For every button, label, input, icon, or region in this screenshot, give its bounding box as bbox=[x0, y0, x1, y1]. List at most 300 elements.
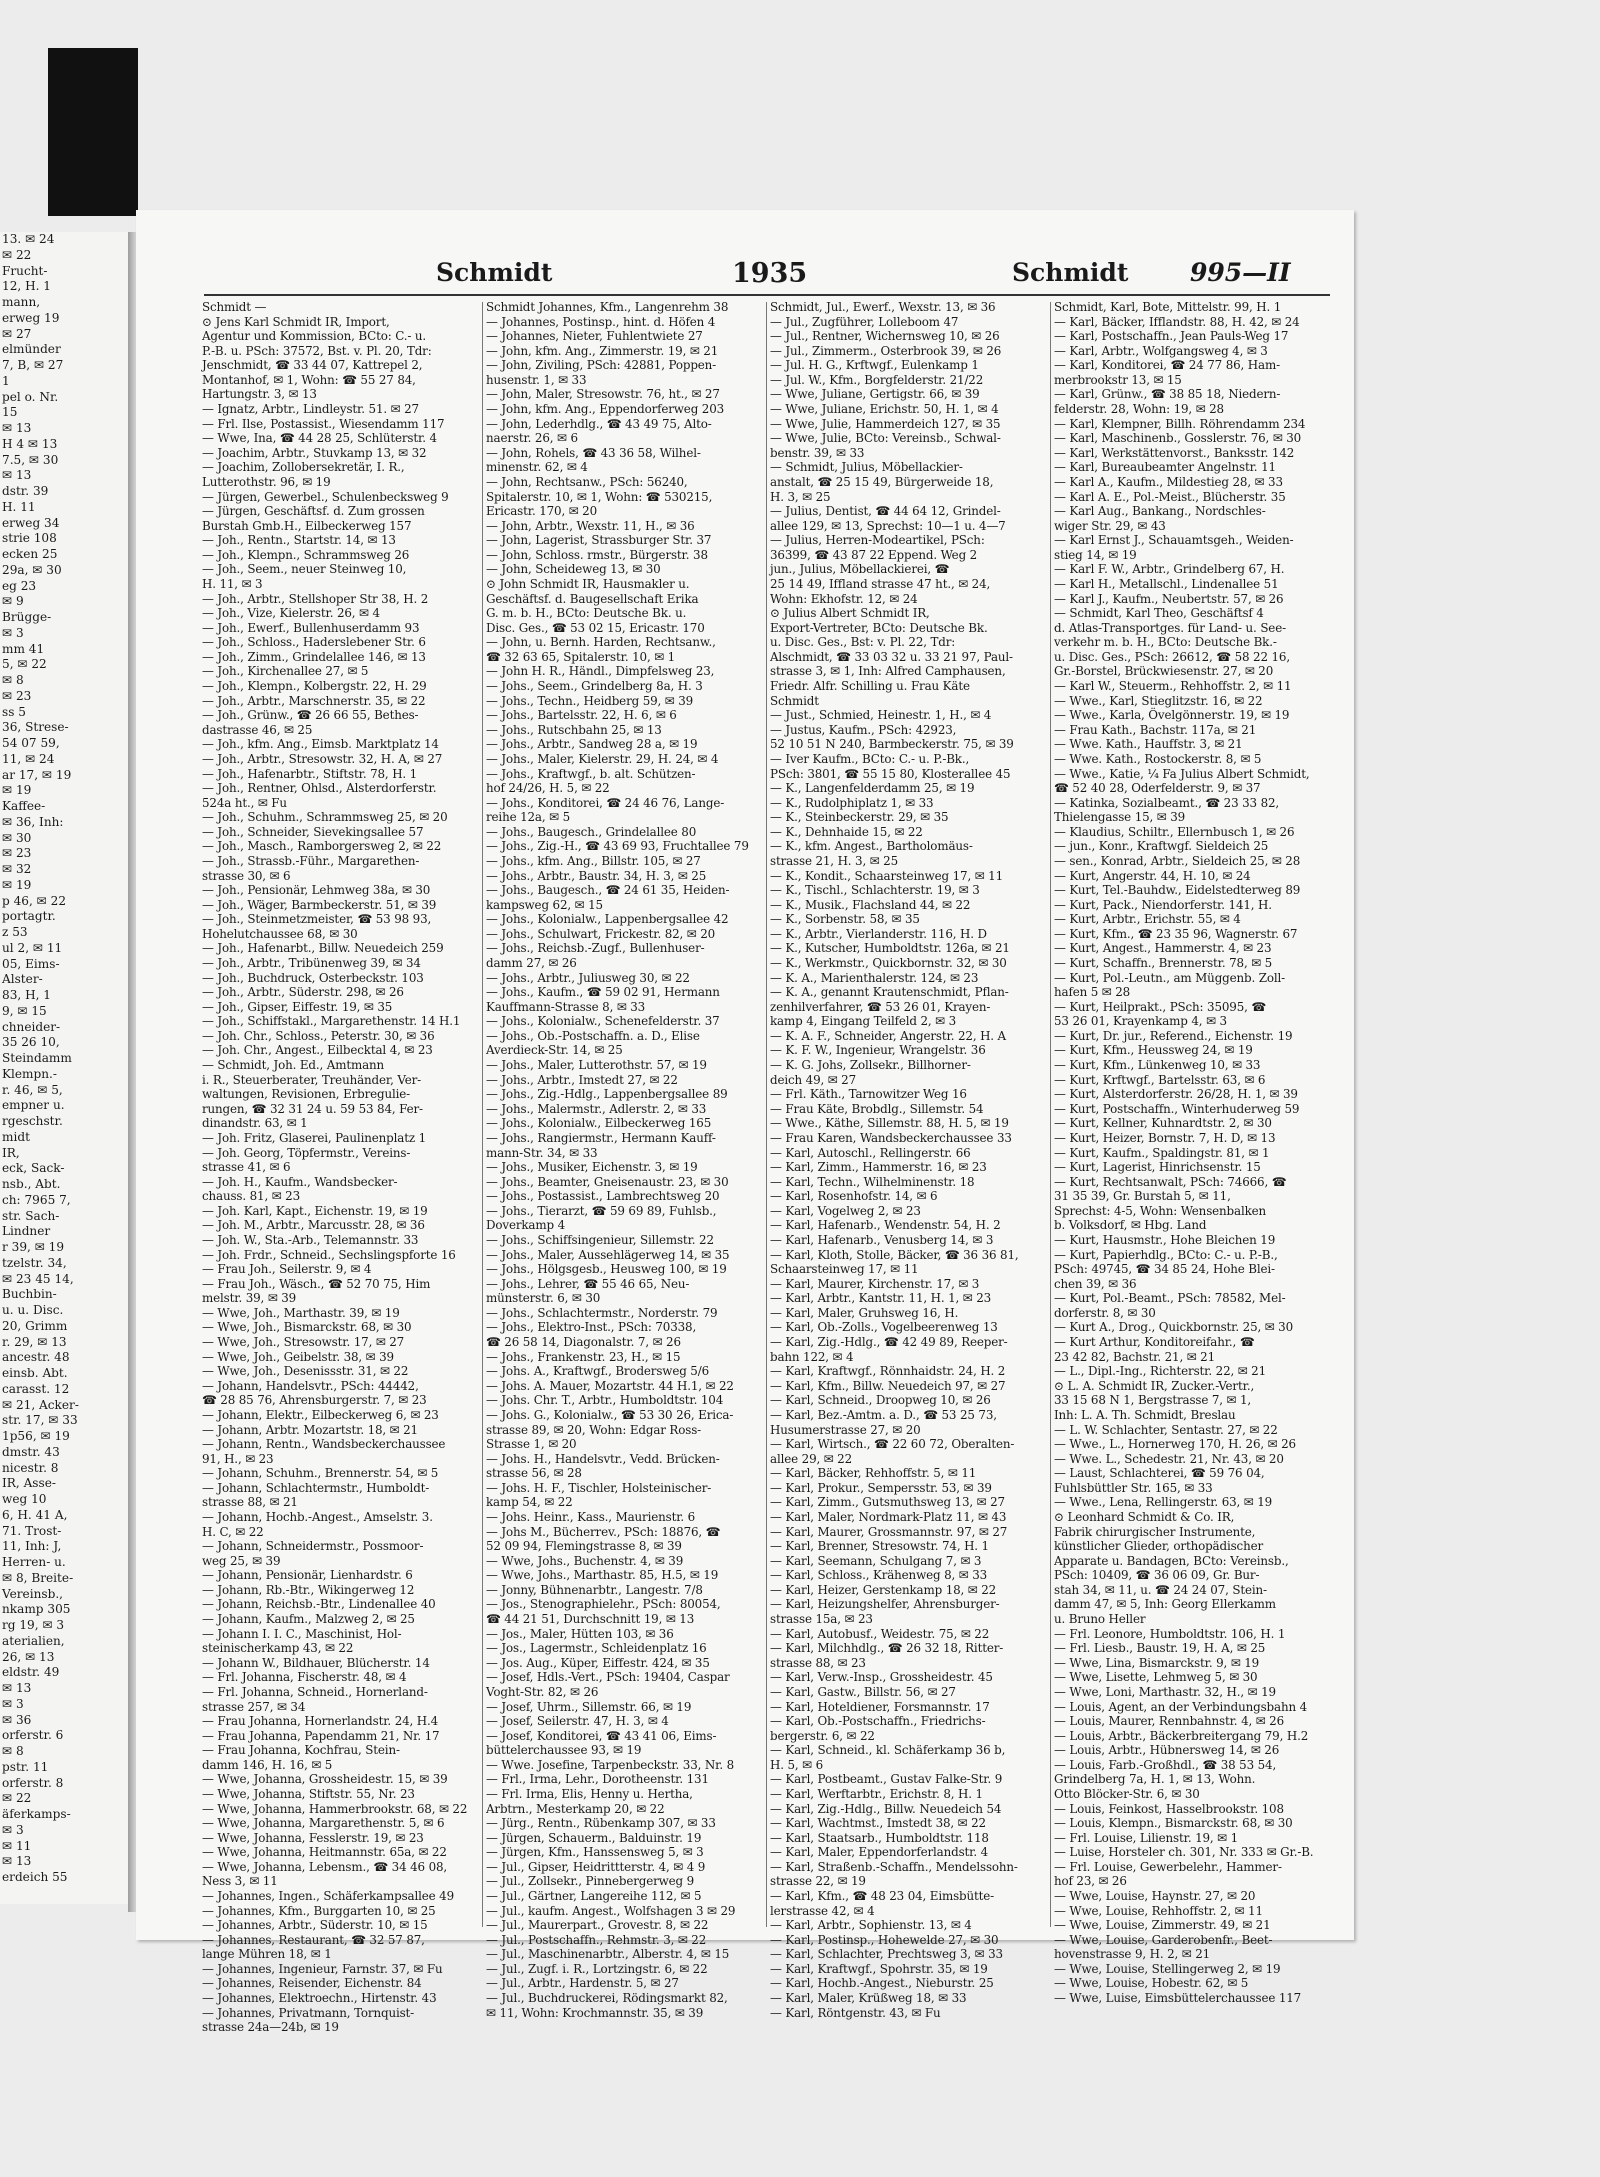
directory-entry-line: — Johs. A., Kraftwgf., Brodersweg 5/6 bbox=[486, 1364, 709, 1379]
left-page-text-fragment: ✉ 9 bbox=[2, 594, 24, 609]
left-page-text-fragment: midt bbox=[2, 1129, 30, 1144]
directory-entry-line: benstr. 39, ✉ 33 bbox=[770, 445, 865, 460]
directory-entry-line: — Johs., Schulwart, Frickestr. 82, ✉ 20 bbox=[486, 926, 716, 941]
left-page-text-fragment: ch: 7965 7, bbox=[2, 1192, 71, 1207]
directory-entry-line: — Joh., Arbtr., Stellshoper Str 38, H. 2 bbox=[202, 591, 429, 606]
directory-entry-line: — Joh., Arbtr., Süderstr. 298, ✉ 26 bbox=[202, 985, 404, 1000]
directory-entry-line: — Joh., Strassb.-Führ., Margarethen- bbox=[202, 853, 420, 868]
left-page-text-fragment: 1 bbox=[2, 373, 10, 388]
directory-entry-line: — Johannes, Privatmann, Tornquist- bbox=[202, 2005, 415, 2020]
directory-entry-line: — Jul., Maschinenarbtr., Alberstr. 4, ✉ 15 bbox=[486, 1947, 730, 1962]
directory-entry-line: — Johs., Arbtr., Sandweg 28 a, ✉ 19 bbox=[486, 737, 698, 752]
directory-entry-line: — Karl, Seemann, Schulgang 7, ✉ 3 bbox=[770, 1553, 982, 1568]
directory-entry-line: PSch: 3801, ☎ 55 15 80, Klosterallee 45 bbox=[770, 766, 1011, 781]
directory-entry-line: damm 146, H. 16, ✉ 5 bbox=[202, 1757, 333, 1772]
directory-entry-line: Schmidt bbox=[770, 693, 819, 708]
directory-entry-line: i. R., Steuerberater, Treuhänder, Ver- bbox=[202, 1072, 422, 1087]
directory-entry-line: — Frau Johanna, Papendamm 21, Nr. 17 bbox=[202, 1728, 440, 1743]
directory-entry-line: — Schmidt, Karl Theo, Geschäftsf 4 bbox=[1054, 606, 1264, 621]
directory-entry-line: — Johs., Arbtr., Juliusweg 30, ✉ 22 bbox=[486, 970, 690, 985]
directory-entry-line: — Kurt, Postschaffn., Winterhuderweg 59 bbox=[1054, 1101, 1300, 1116]
directory-entry-line: — Johann, Schuhm., Brennerstr. 54, ✉ 5 bbox=[202, 1466, 439, 1481]
directory-entry-line: — Joachim, Arbtr., Stuvkamp 13, ✉ 32 bbox=[202, 445, 427, 460]
directory-entry-line: — Johannes, Elektroechn., Hirtenstr. 43 bbox=[202, 1991, 437, 2006]
directory-entry-line: — Karl, Werftarbtr., Erichstr. 8, H. 1 bbox=[770, 1786, 983, 1801]
left-page-text-fragment: ✉ 22 bbox=[2, 1791, 32, 1806]
directory-entry-line: 33 15 68 N 1, Bergstrasse 7, ✉ 1, bbox=[1054, 1393, 1252, 1408]
directory-entry-line: — Wwe, Louise, Rehhoffstr. 2, ✉ 11 bbox=[1054, 1903, 1263, 1918]
column-4 bbox=[1054, 300, 1326, 2006]
directory-entry-line: — Jürgen, Schauerm., Balduinstr. 19 bbox=[486, 1830, 702, 1845]
book-spine bbox=[128, 232, 136, 1912]
directory-entry-line: — Kurt Arthur, Konditoreifahr., ☎ bbox=[1054, 1335, 1255, 1350]
directory-entry-line: Schmidt, Karl, Bote, Mittelstr. 99, H. 1 bbox=[1054, 300, 1282, 314]
directory-entry-line: Kauffmann-Strasse 8, ✉ 33 bbox=[486, 999, 646, 1014]
directory-entry-line: — Joh., Gipser, Eiffestr. 19, ✉ 35 bbox=[202, 999, 393, 1014]
left-page-text-fragment: ✉ 8 bbox=[2, 1744, 24, 1758]
directory-entry-line: — Karl, Prokur., Sempersstr. 53, ✉ 39 bbox=[770, 1480, 992, 1495]
directory-entry-line: — Klaudius, Schiltr., Ellernbusch 1, ✉ 26 bbox=[1054, 824, 1295, 839]
directory-entry-line: strasse 257, ✉ 34 bbox=[202, 1699, 306, 1714]
directory-entry-line: Fabrik chirurgischer Instrumente, bbox=[1054, 1524, 1256, 1539]
directory-entry-line: — Karl, Vogelweg 2, ✉ 23 bbox=[770, 1203, 921, 1218]
directory-entry-line: — Josef, Uhrm., Sillemstr. 66, ✉ 19 bbox=[486, 1699, 692, 1714]
directory-entry-line: münsterstr. 6, ✉ 30 bbox=[486, 1291, 601, 1306]
directory-entry-line: — Jürgen, Kfm., Hanssensweg 5, ✉ 3 bbox=[486, 1845, 704, 1860]
directory-entry-line: ☎ 52 40 28, Oderfelderstr. 9, ✉ 37 bbox=[1054, 781, 1261, 796]
directory-entry-line: — Johs., Schlachtermstr., Norderstr. 79 bbox=[486, 1305, 718, 1320]
directory-entry-line: — Johann, Reichsb.-Btr., Lindenallee 40 bbox=[202, 1597, 436, 1612]
directory-entry-line: melstr. 39, ✉ 39 bbox=[202, 1291, 297, 1306]
directory-entry-line: — Joh., Hafenarbtr., Stiftstr. 78, H. 1 bbox=[202, 766, 418, 781]
directory-entry-line: dorferstr. 8, ✉ 30 bbox=[1054, 1305, 1156, 1320]
directory-entry-line: — Jos., Lagermstr., Schleidenplatz 16 bbox=[486, 1641, 707, 1656]
directory-entry-line: — Karl, Brenner, Stresowstr. 74, H. 1 bbox=[770, 1539, 989, 1554]
left-page-text-fragment: 6, H. 41 A, bbox=[2, 1507, 68, 1522]
directory-entry-line: — Johannes, Reisender, Eichenstr. 84 bbox=[202, 1976, 422, 1991]
directory-entry-line: — John, kfm. Ang., Zimmerstr. 19, ✉ 21 bbox=[486, 343, 719, 358]
directory-entry-line: — Frl. Leonore, Humboldtstr. 106, H. 1 bbox=[1054, 1626, 1286, 1641]
directory-entry-line: — K. A., Marienthalerstr. 124, ✉ 23 bbox=[770, 970, 979, 985]
directory-entry-line: — K., Rudolphiplatz 1, ✉ 33 bbox=[770, 795, 934, 810]
directory-entry-line: — K., Sorbenstr. 58, ✉ 35 bbox=[770, 912, 920, 927]
directory-entry-line: — Wwe, Johs., Buchenstr. 4, ✉ 39 bbox=[486, 1553, 684, 1568]
directory-entry-line: büttelerchaussee 93, ✉ 19 bbox=[486, 1743, 642, 1758]
directory-entry-line: — Karl, Hochb.-Angest., Nieburstr. 25 bbox=[770, 1976, 994, 1991]
directory-entry-line: — Wwe, Louise, Stellingerweg 2, ✉ 19 bbox=[1054, 1961, 1281, 1976]
directory-entry-line: — Wwe, Louise, Zimmerstr. 49, ✉ 21 bbox=[1054, 1918, 1271, 1933]
directory-entry-line: — Frl. Louise, Gewerbelehr., Hammer- bbox=[1054, 1859, 1282, 1874]
directory-entry-line: — K., Steinbeckerstr. 29, ✉ 35 bbox=[770, 810, 949, 825]
left-page-text-fragment: r. 46, ✉ 5, bbox=[2, 1082, 63, 1097]
directory-entry-line: — Johs., Kaufm., ☎ 59 02 91, Hermann bbox=[486, 985, 720, 1000]
directory-entry-line: dinandstr. 63, ✉ 1 bbox=[202, 1116, 308, 1131]
directory-entry-line: — Johs., Baugesch., ☎ 24 61 35, Heiden- bbox=[486, 883, 730, 898]
directory-entry-line: stieg 14, ✉ 19 bbox=[1054, 547, 1137, 562]
directory-entry-line: 23 42 82, Bachstr. 21, ✉ 21 bbox=[1054, 1349, 1215, 1364]
directory-entry-line: — Wwe, Louise, Hobestr. 62, ✉ 5 bbox=[1054, 1976, 1249, 1991]
directory-entry-line: 52 10 51 N 240, Barmbeckerstr. 75, ✉ 39 bbox=[770, 737, 1014, 752]
directory-entry-line: — John, Schloss. rmstr., Bürgerstr. 38 bbox=[486, 547, 708, 562]
directory-entry-line: — Karl J., Kaufm., Neubertstr. 57, ✉ 26 bbox=[1054, 591, 1284, 606]
directory-entry-line: strasse 30, ✉ 6 bbox=[202, 868, 291, 883]
directory-entry-line: — Karl, Maurer, Grossmannstr. 97, ✉ 27 bbox=[770, 1524, 1008, 1539]
left-page-text-fragment: 15 bbox=[2, 405, 18, 420]
directory-entry-line: — Johs., Rangiermstr., Hermann Kauff- bbox=[486, 1130, 716, 1145]
directory-entry-line: kamp 54, ✉ 22 bbox=[486, 1495, 573, 1510]
left-page-text-fragment: nicestr. 8 bbox=[2, 1460, 59, 1475]
left-page-text-fragment: einsb. Abt. bbox=[2, 1366, 68, 1380]
directory-entry-line: — Johs., Kolonialw., Schenefelderstr. 37 bbox=[486, 1014, 720, 1029]
directory-entry-line: — Johs., Techn., Heidberg 59, ✉ 39 bbox=[486, 693, 694, 708]
directory-entry-line: ☎ 44 21 51, Durchschnitt 19, ✉ 13 bbox=[486, 1612, 695, 1627]
left-page-text-fragment: ar 17, ✉ 19 bbox=[2, 767, 72, 782]
left-page-text-fragment: u. u. Disc. bbox=[2, 1303, 64, 1317]
directory-entry-line: — Karl, Werkstättenvorst., Banksstr. 142 bbox=[1054, 445, 1295, 460]
directory-entry-line: u. Disc. Ges., Bst: v. Pl. 22, Tdr: bbox=[770, 635, 956, 650]
directory-entry-line: Strasse 1, ✉ 20 bbox=[486, 1437, 577, 1452]
directory-entry-line: — Kurt, Pack., Niendorferstr. 141, H. bbox=[1054, 897, 1272, 912]
left-page-text-fragment: ✉ 23 bbox=[2, 846, 32, 861]
directory-entry-line: — K., Dehnhaide 15, ✉ 22 bbox=[770, 824, 923, 839]
directory-entry-line: — Johs., Postassist., Lambrechtsweg 20 bbox=[486, 1189, 720, 1204]
directory-entry-line: — Joh., Klempn., Schrammsweg 26 bbox=[202, 547, 410, 562]
left-page-text-fragment: ✉ 13 bbox=[2, 421, 32, 435]
directory-entry-line: — Wwe, Johanna, Margarethenstr. 5, ✉ 6 bbox=[202, 1816, 445, 1831]
left-page-text-fragment: nkamp 305 bbox=[2, 1602, 71, 1617]
left-page-text-fragment: Klempn.- bbox=[2, 1066, 57, 1081]
directory-entry-line: — Johannes, Arbtr., Süderstr. 10, ✉ 15 bbox=[202, 1918, 428, 1933]
directory-entry-line: Burstah Gmb.H., Eilbeckerweg 157 bbox=[202, 518, 412, 533]
directory-entry-line: zenhilverfahrer, ☎ 53 26 01, Krayen- bbox=[770, 999, 991, 1014]
directory-entry-line: — Johs., Zig.-H., ☎ 43 69 93, Fruchtallee 79 bbox=[486, 839, 749, 854]
directory-entry-line: verkehr m. b. H., BCto: Deutsche Bk.- bbox=[1054, 635, 1277, 650]
directory-entry-line: — L. W. Schlachter, Sentastr. 27, ✉ 22 bbox=[1054, 1422, 1278, 1437]
directory-entry-line: — Joh., kfm. Ang., Eimsb. Marktplatz 14 bbox=[202, 737, 439, 752]
directory-entry-line: — Karl, Schloss., Krähenweg 8, ✉ 33 bbox=[770, 1568, 988, 1583]
directory-entry-line: — Jul., kaufm. Angest., Wolfshagen 3 ✉ 29 bbox=[486, 1903, 736, 1918]
left-page-text-fragment: orferstr. 6 bbox=[2, 1728, 64, 1743]
directory-entry-line: — Johann, Pensionär, Lienhardstr. 6 bbox=[202, 1568, 413, 1583]
directory-entry-line: — Joh., Schneider, Sievekingsallee 57 bbox=[202, 824, 424, 839]
directory-entry-line: Doverkamp 4 bbox=[486, 1218, 566, 1233]
directory-entry-line: — Johs M., Bücherrev., PSch: 18876, ☎ bbox=[486, 1524, 721, 1539]
left-page-text-fragment: ancestr. 48 bbox=[2, 1350, 70, 1365]
directory-entry-line: — K., Kondit., Schaarsteinweg 17, ✉ 11 bbox=[770, 868, 1003, 883]
directory-entry-line: — Karl, Heizungshelfer, Ahrensburger- bbox=[770, 1597, 1000, 1612]
directory-entry-line: Hohelutchaussee 68, ✉ 30 bbox=[202, 926, 358, 941]
left-page-text-fragment: 54 07 59, bbox=[2, 736, 60, 750]
left-page-text-fragment: 05, Eims- bbox=[2, 956, 60, 971]
directory-entry-line: — Karl, Gastw., Billstr. 56, ✉ 27 bbox=[770, 1684, 956, 1699]
directory-entry-line: — Karl, Arbtr., Kantstr. 11, H. 1, ✉ 23 bbox=[770, 1291, 992, 1306]
directory-entry-line: — Joh. Georg, Töpfermstr., Vereins- bbox=[202, 1145, 411, 1160]
left-page-text-fragment: ✉ 23 45 14, bbox=[2, 1271, 74, 1286]
directory-entry-line: — Joh., Ewerf., Bullenhuserdamm 93 bbox=[202, 620, 420, 635]
left-page-text-fragment: äferkamps- bbox=[2, 1807, 71, 1821]
directory-entry-line: chauss. 81, ✉ 23 bbox=[202, 1189, 300, 1204]
directory-entry-line: — Karl F. W., Arbtr., Grindelberg 67, H. bbox=[1054, 562, 1285, 577]
directory-entry-line: — Kurt A., Drog., Quickbornstr. 25, ✉ 30 bbox=[1054, 1320, 1294, 1335]
directory-entry-line: — Johs., Schiffsingenieur, Sillemstr. 22 bbox=[486, 1233, 714, 1247]
left-page-text-fragment: Lindner bbox=[2, 1224, 51, 1239]
directory-entry-line: hovenstrasse 9, H. 2, ✉ 21 bbox=[1054, 1947, 1211, 1962]
directory-entry-line: — Joh., Pensionär, Lehmweg 38a, ✉ 30 bbox=[202, 883, 431, 898]
directory-entry-line: ⊙ Leonhard Schmidt & Co. IR, bbox=[1054, 1509, 1235, 1524]
left-page-text-fragment: nsb., Abt. bbox=[2, 1177, 61, 1191]
directory-entry-line: Hartungstr. 3, ✉ 13 bbox=[202, 387, 317, 402]
directory-entry-line: strasse 3, ✉ 1, Inh: Alfred Camphausen, bbox=[770, 664, 1006, 679]
directory-entry-line: merbrookstr 13, ✉ 15 bbox=[1054, 372, 1182, 387]
directory-entry-line: — Johannes, Kfm., Burggarten 10, ✉ 25 bbox=[202, 1903, 436, 1918]
directory-entry-line: — Joh., Zimm., Grindelallee 146, ✉ 13 bbox=[202, 649, 426, 664]
left-page-text-fragment: orferstr. 8 bbox=[2, 1775, 64, 1790]
directory-entry-line: — Johs., kfm. Ang., Billstr. 105, ✉ 27 bbox=[486, 853, 701, 868]
directory-entry-line: — Karl, Bureaubeamter Angelnstr. 11 bbox=[1054, 460, 1276, 475]
directory-entry-line: — Karl, Zimm., Gutsmuthsweg 13, ✉ 27 bbox=[770, 1495, 1005, 1510]
header-rule bbox=[204, 294, 1330, 296]
left-page-text-fragment: H. 11 bbox=[2, 499, 36, 514]
directory-entry-line: — Kurt, Tel.-Bauhdw., Eidelstedterweg 89 bbox=[1054, 883, 1301, 898]
directory-entry-line: jun., Julius, Möbellackierei, ☎ bbox=[770, 562, 950, 577]
directory-entry-line: — Louis, Klempn., Bismarckstr. 68, ✉ 30 bbox=[1054, 1816, 1293, 1831]
directory-entry-line: — Karl, Konditorei, ☎ 24 77 86, Ham- bbox=[1054, 358, 1280, 373]
directory-entry-line: — Johs., Musiker, Eichenstr. 3, ✉ 19 bbox=[486, 1160, 698, 1175]
left-page-text-fragment: ✉ 3 bbox=[2, 625, 24, 640]
directory-entry-line: Schaarsteinweg 17, ✉ 11 bbox=[770, 1262, 919, 1277]
directory-entry-line: hafen 5 ✉ 28 bbox=[1054, 985, 1131, 1000]
left-page-text-fragment: 9, ✉ 15 bbox=[2, 1003, 47, 1018]
left-page-text-fragment: empner u. bbox=[2, 1098, 65, 1113]
directory-entry-line: — Joh., Arbtr., Tribünenweg 39, ✉ 34 bbox=[202, 956, 421, 971]
directory-entry-line: — Frl., Irma, Lehr., Dorotheenstr. 131 bbox=[486, 1772, 709, 1787]
left-page-text-fragment: 71. Trost- bbox=[2, 1523, 62, 1538]
directory-entry-line: — Wwe., L., Hornerweg 170, H. 26, ✉ 26 bbox=[1054, 1437, 1296, 1452]
directory-entry-line: — Johs., Hölgsgesb., Heusweg 100, ✉ 19 bbox=[486, 1262, 727, 1277]
directory-entry-line: — Schmidt, Joh. Ed., Amtmann bbox=[202, 1058, 385, 1073]
directory-entry-line: — Karl, Hafenarb., Wendenstr. 54, H. 2 bbox=[770, 1218, 1001, 1233]
directory-entry-line: — Karl, Maler, Gruhsweg 16, H. bbox=[770, 1305, 959, 1320]
directory-entry-line: Inh: L. A. Th. Schmidt, Breslau bbox=[1054, 1407, 1236, 1422]
directory-entry-line: — Johs., Beamter, Gneisenaustr. 23, ✉ 30 bbox=[486, 1174, 729, 1189]
directory-entry-line: — Wwe, Louise, Garderobenfr., Beet- bbox=[1054, 1932, 1273, 1947]
directory-entry-line: — Karl, Heizer, Gerstenkamp 18, ✉ 22 bbox=[770, 1582, 997, 1597]
directory-entry-line: — Johs., Reichsb.-Zugf., Bullenhuser- bbox=[486, 941, 705, 956]
left-page-text-fragment: eldstr. 49 bbox=[2, 1665, 60, 1680]
directory-entry-line: steinischerkamp 43, ✉ 22 bbox=[202, 1641, 354, 1656]
left-page-text-fragment: 35 26 10, bbox=[2, 1035, 60, 1050]
directory-entry-line: — Johs., Bartelsstr. 22, H. 6, ✉ 6 bbox=[486, 708, 677, 723]
directory-entry-line: — Frl. Liesb., Baustr. 19, H. A, ✉ 25 bbox=[1054, 1641, 1266, 1656]
directory-entry-line: ☎ 28 85 76, Ahrensburgerstr. 7, ✉ 23 bbox=[202, 1393, 427, 1408]
directory-entry-line: — Karl, Kfm., Billw. Neuedeich 97, ✉ 27 bbox=[770, 1378, 1006, 1393]
directory-entry-line: — Frl. Ilse, Postassist., Wiesendamm 117 bbox=[202, 416, 445, 431]
directory-entry-line: — Frau Joh., Wäsch., ☎ 52 70 75, Him bbox=[202, 1276, 431, 1291]
directory-entry-line: — Joh., Vize, Kielerstr. 26, ✉ 4 bbox=[202, 606, 380, 621]
directory-entry-line: H. 11, ✉ 3 bbox=[202, 576, 263, 591]
directory-entry-line: — Frau Joh., Seilerstr. 9, ✉ 4 bbox=[202, 1262, 372, 1277]
directory-entry-line: — Wwe, Julie, Hammerdeich 127, ✉ 35 bbox=[770, 416, 1001, 431]
directory-entry-line: chen 39, ✉ 36 bbox=[1054, 1276, 1137, 1291]
directory-entry-line: — Joh., Kirchenallee 27, ✉ 5 bbox=[202, 664, 369, 679]
directory-entry-line: — Josef, Konditorei, ☎ 43 41 06, Eims- bbox=[486, 1728, 717, 1743]
directory-entry-line: — Johs., Elektro-Inst., PSch: 70338, bbox=[486, 1320, 697, 1335]
column-divider bbox=[482, 302, 483, 1927]
directory-entry-line: dastrasse 46, ✉ 25 bbox=[202, 722, 313, 737]
directory-entry-line: — Julius, Dentist, ☎ 44 64 12, Grindel- bbox=[770, 504, 1001, 519]
directory-entry-line: — Wwe, Juliane, Erichstr. 50, H. 1, ✉ 4 bbox=[770, 402, 999, 417]
directory-entry-line: 36399, ☎ 43 87 22 Eppend. Weg 2 bbox=[770, 547, 978, 562]
directory-page bbox=[136, 210, 1354, 2035]
directory-entry-line: — Johannes, Postinsp., hint. d. Höfen 4 bbox=[486, 314, 716, 329]
directory-entry-line: — Karl, Maschinenb., Gosslerstr. 76, ✉ 30 bbox=[1054, 431, 1302, 446]
left-page-text-fragment: 26, ✉ 13 bbox=[2, 1649, 55, 1664]
directory-entry-line: — Frl. Johanna, Fischerstr. 48, ✉ 4 bbox=[202, 1670, 407, 1685]
directory-entry-line: — Louis, Arbtr., Hübnersweg 14, ✉ 26 bbox=[1054, 1743, 1280, 1758]
directory-entry-line: — Joh. Chr., Schloss., Peterstr. 30, ✉ 36 bbox=[202, 1028, 435, 1043]
directory-entry-line: — Justus, Kaufm., PSch: 42923, bbox=[770, 722, 957, 737]
directory-entry-line: — Wwe., Katie, ¼ Fa Julius Albert Schmidt, bbox=[1054, 766, 1310, 781]
directory-entry-line: — Josef, Seilerstr. 47, H. 3, ✉ 4 bbox=[486, 1714, 669, 1729]
left-page-text-fragment: Kaffee- bbox=[2, 799, 46, 813]
directory-entry-line: — Joh., Wäger, Barmbeckerstr. 51, ✉ 39 bbox=[202, 897, 437, 912]
left-page-text-fragment: ✉ 11 bbox=[2, 1838, 32, 1853]
directory-entry-line: strasse 56, ✉ 28 bbox=[486, 1466, 582, 1481]
directory-entry-line: — Karl, Postschaffn., Jean Pauls-Weg 17 bbox=[1054, 329, 1289, 344]
directory-entry-line: — Joh., Hafenarbt., Billw. Neuedeich 259 bbox=[202, 941, 444, 956]
directory-entry-line: — Johs., Zig.-Hdlg., Lappenbergsallee 89 bbox=[486, 1087, 728, 1102]
directory-entry-line: ☎ 26 58 14, Diagonalstr. 7, ✉ 26 bbox=[486, 1335, 681, 1350]
directory-entry-line: — Wwe., Karl, Stieglitzstr. 16, ✉ 22 bbox=[1054, 693, 1263, 708]
directory-entry-line: — Karl, Zimm., Hammerstr. 16, ✉ 23 bbox=[770, 1160, 987, 1175]
left-page-text-fragment: 36, Strese- bbox=[2, 720, 69, 735]
directory-entry-line: Alschmidt, ☎ 33 03 32 u. 33 21 97, Paul- bbox=[770, 649, 1013, 664]
directory-entry-line: — Kurt, Kellner, Kuhnardtstr. 2, ✉ 30 bbox=[1054, 1116, 1272, 1131]
left-page-text-fragment: ✉ 19 bbox=[2, 877, 32, 892]
left-page-text-fragment: rgeschstr. bbox=[2, 1114, 63, 1128]
left-page-text-fragment: ✉ 3 bbox=[2, 1822, 24, 1837]
directory-entry-line: ✉ 11, Wohn: Krochmannstr. 35, ✉ 39 bbox=[486, 2005, 704, 2020]
directory-entry-line: — John, Arbtr., Wexstr. 11, H., ✉ 36 bbox=[486, 518, 695, 533]
directory-entry-line: Sprechst: 4-5, Wohn: Wensenbalken bbox=[1054, 1203, 1267, 1218]
left-page-text-fragment: Herren- u. bbox=[2, 1555, 66, 1569]
left-page-text-fragment: 83, H, 1 bbox=[2, 988, 52, 1002]
directory-entry-line: — Karl, Grünw., ☎ 38 85 18, Niedern- bbox=[1054, 387, 1281, 402]
directory-entry-line: — Wwe, Joh., Stresowstr. 17, ✉ 27 bbox=[202, 1335, 405, 1350]
directory-entry-line: — Wwe, Johanna, Grossheidestr. 15, ✉ 39 bbox=[202, 1772, 448, 1787]
directory-entry-line: bahn 122, ✉ 4 bbox=[770, 1349, 854, 1364]
directory-entry-line: — Johs. G., Kolonialw., ☎ 53 30 26, Erica- bbox=[486, 1407, 734, 1422]
directory-entry-line: — John, Maler, Stresowstr. 76, ht., ✉ 27 bbox=[486, 387, 720, 402]
directory-entry-line: — Johannes, Ingen., Schäferkampsallee 49 bbox=[202, 1889, 454, 1904]
left-page-text-fragment: dstr. 39 bbox=[2, 484, 49, 498]
directory-entry-line: ⊙ Jens Karl Schmidt IR, Import, bbox=[202, 314, 390, 329]
scanner-black-bar bbox=[48, 48, 138, 216]
directory-entry-line: — Joh., Klempn., Kolbergstr. 22, H. 29 bbox=[202, 679, 427, 694]
directory-entry-line: — Karl A. E., Pol.-Meist., Blücherstr. 35 bbox=[1054, 489, 1286, 504]
directory-entry-line: strasse 89, ✉ 20, Wohn: Edgar Ross- bbox=[486, 1422, 702, 1437]
directory-entry-line: — Johann W., Bildhauer, Blücherstr. 14 bbox=[202, 1655, 430, 1670]
directory-entry-line: — Kurt, Papierhdlg., BCto: C.- u. P.-B., bbox=[1054, 1247, 1278, 1262]
directory-entry-line: — Louis, Maurer, Rennbahnstr. 4, ✉ 26 bbox=[1054, 1714, 1285, 1729]
directory-entry-line: — Frau Johanna, Kochfrau, Stein- bbox=[202, 1743, 400, 1758]
directory-entry-line: — K. A. F., Schneider, Angerstr. 22, H. A bbox=[770, 1028, 1006, 1043]
directory-entry-line: — Johs. Chr. T., Arbtr., Humboldtstr. 104 bbox=[486, 1393, 724, 1408]
column-3 bbox=[770, 300, 1042, 2020]
left-page-text-fragment: ✉ 30 bbox=[2, 830, 32, 845]
directory-entry-line: strasse 15a, ✉ 23 bbox=[770, 1612, 873, 1627]
directory-entry-line: — Wwe, Joh., Bismarckstr. 68, ✉ 30 bbox=[202, 1320, 412, 1335]
directory-entry-line: waltungen, Revisionen, Erbregulie- bbox=[202, 1087, 411, 1102]
directory-entry-line: — Karl, Autobusf., Weidestr. 75, ✉ 22 bbox=[770, 1626, 990, 1641]
directory-entry-line: — Wwe, Ina, ☎ 44 28 25, Schlüterstr. 4 bbox=[202, 431, 437, 446]
left-page-text-fragment: ✉ 19 bbox=[2, 783, 32, 798]
directory-entry-line: strasse 24a—24b, ✉ 19 bbox=[202, 2020, 339, 2035]
directory-entry-line: — Wwe, Johanna, Stiftstr. 55, Nr. 23 bbox=[202, 1786, 415, 1801]
directory-entry-line: — Karl, Wachtmst., Imstedt 38, ✉ 22 bbox=[770, 1816, 986, 1831]
directory-entry-line: ⊙ John Schmidt IR, Hausmakler u. bbox=[486, 576, 690, 591]
directory-entry-line: 53 26 01, Krayenkamp 4, ✉ 3 bbox=[1054, 1014, 1227, 1029]
left-page-text-fragment: pstr. 11 bbox=[2, 1759, 49, 1774]
directory-entry-line: — Karl, Maler, Krüßweg 18, ✉ 33 bbox=[770, 1991, 967, 2006]
directory-entry-line: — Johs., Maler, Kielerstr. 29, H. 24, ✉ 4 bbox=[486, 751, 719, 766]
directory-entry-line: — Karl, Ob.-Postschaffn., Friedrichs- bbox=[770, 1714, 986, 1729]
directory-entry-line: — Kurt, Angerstr. 44, H. 10, ✉ 24 bbox=[1054, 868, 1251, 883]
directory-entry-line: Agentur und Kommission, BCto: C.- u. bbox=[202, 329, 427, 344]
directory-entry-line: — Jul., Rentner, Wichernsweg 10, ✉ 26 bbox=[770, 329, 1000, 344]
directory-entry-line: — Kurt, Kfm., ☎ 23 35 96, Wagnerstr. 67 bbox=[1054, 926, 1298, 941]
entry-columns bbox=[202, 300, 1334, 2035]
directory-entry-line: P.-B. u. PSch: 37572, Bst. v. Pl. 20, Tdr: bbox=[202, 343, 432, 358]
left-page-text-fragment: ✉ 32 bbox=[2, 862, 32, 876]
left-page-text-fragment: ✉ 3 bbox=[2, 1696, 24, 1711]
directory-entry-line: Otto Blöcker-Str. 6, ✉ 30 bbox=[1054, 1786, 1200, 1801]
directory-entry-line: — Kurt, Heizer, Bornstr. 7, H. D, ✉ 13 bbox=[1054, 1130, 1276, 1145]
directory-entry-line: — Wwe, Louise, Haynstr. 27, ✉ 20 bbox=[1054, 1889, 1256, 1904]
directory-entry-line: — Iver Kaufm., BCto: C.- u. P.-Bk., bbox=[770, 751, 970, 766]
directory-entry-line: — Karl, Kloth, Stolle, Bäcker, ☎ 36 36 81, bbox=[770, 1247, 1019, 1262]
directory-entry-line: — Ignatz, Arbtr., Lindleystr. 51. ✉ 27 bbox=[202, 402, 419, 417]
directory-entry-line: — Julius, Herren-Modeartikel, PSch: bbox=[770, 533, 985, 548]
directory-entry-line: — Jul., Zimmerm., Osterbrook 39, ✉ 26 bbox=[770, 343, 1002, 358]
left-page-text-fragment: H 4 ✉ 13 bbox=[2, 436, 58, 451]
directory-entry-line: Schmidt, Jul., Ewerf., Wexstr. 13, ✉ 36 bbox=[770, 300, 996, 314]
directory-entry-line: anstalt, ☎ 25 15 49, Bürgerweide 18, bbox=[770, 474, 994, 489]
directory-entry-line: — Karl, Hoteldiener, Forsmannstr. 17 bbox=[770, 1699, 990, 1714]
directory-entry-line: d. Atlas-Transportges. für Land- u. See- bbox=[1054, 620, 1286, 635]
directory-entry-line: — Johs., Arbtr., Imstedt 27, ✉ 22 bbox=[486, 1072, 678, 1087]
directory-entry-line: — Frau Karen, Wandsbeckerchaussee 33 bbox=[770, 1130, 1012, 1145]
left-page-text-fragment: dmstr. 43 bbox=[2, 1444, 60, 1459]
directory-entry-line: — Karl, Autoschl., Rellingerstr. 66 bbox=[770, 1145, 971, 1160]
directory-entry-line: — Kurt, Alsterdorferstr. 26/28, H. 1, ✉ 39 bbox=[1054, 1087, 1298, 1102]
directory-entry-line: strasse 88, ✉ 21 bbox=[202, 1495, 298, 1510]
directory-entry-line: — Karl, Milchhdlg., ☎ 26 32 18, Ritter- bbox=[770, 1641, 1004, 1656]
directory-entry-line: — Johs., Ob.-Postschaffn. a. D., Elise bbox=[486, 1028, 700, 1043]
directory-entry-line: ⊙ Julius Albert Schmidt IR, bbox=[770, 606, 930, 621]
directory-entry-line: deich 49, ✉ 27 bbox=[770, 1072, 857, 1087]
directory-entry-line: — Joh., Rentn., Startstr. 14, ✉ 13 bbox=[202, 533, 396, 548]
directory-entry-line: — Karl, Verw.-Insp., Grossheidestr. 45 bbox=[770, 1670, 993, 1685]
directory-entry-line: — Joh. H., Kaufm., Wandsbecker- bbox=[202, 1174, 398, 1189]
directory-entry-line: — Wwe. Kath., Rostockerstr. 8, ✉ 5 bbox=[1054, 751, 1262, 766]
left-page-text-fragment: Frucht- bbox=[2, 263, 48, 278]
directory-entry-line: — Frau Käte, Brobdlg., Sillemstr. 54 bbox=[770, 1101, 984, 1116]
left-page-text-fragment: str. 17, ✉ 33 bbox=[2, 1413, 78, 1428]
directory-entry-line: — Karl, Schneid., kl. Schäferkamp 36 b, bbox=[770, 1743, 1006, 1758]
directory-entry-line: — Wwe, Joh., Desenissstr. 31, ✉ 22 bbox=[202, 1364, 409, 1379]
directory-entry-line: — Johann, Rentn., Wandsbeckerchaussee bbox=[202, 1437, 446, 1452]
